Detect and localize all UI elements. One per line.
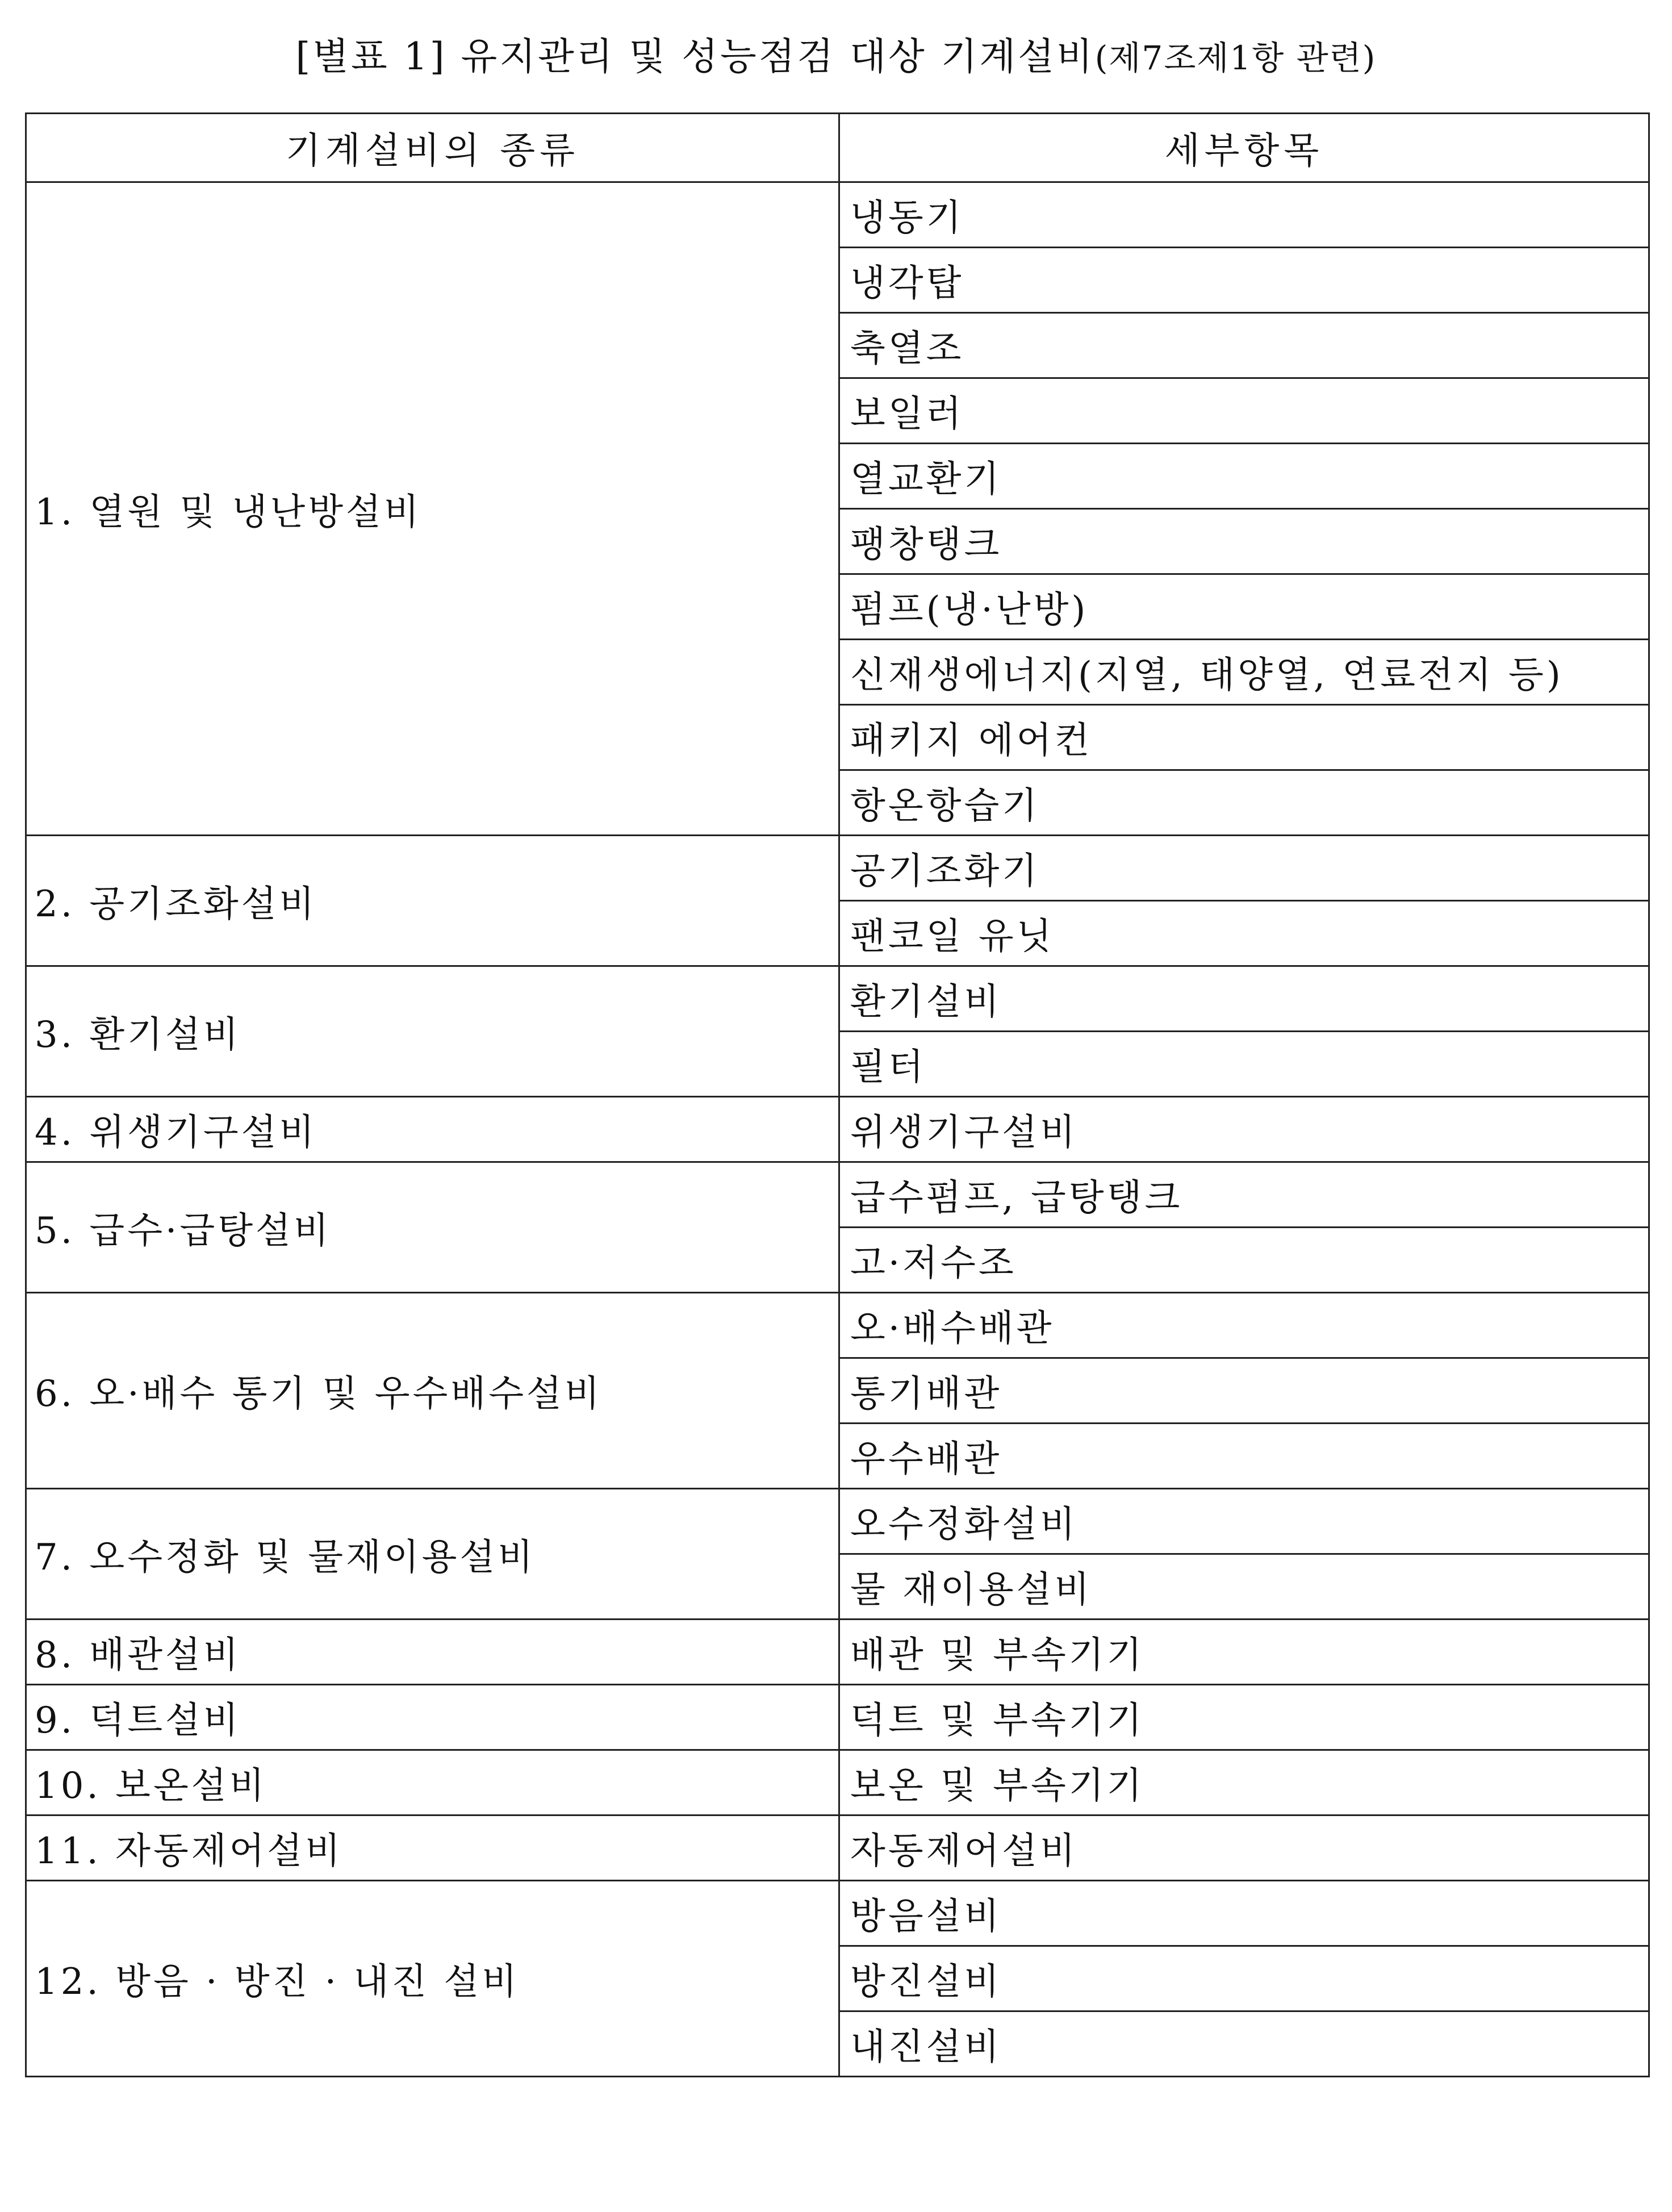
detail-item-cell: 팬코일 유닛	[839, 901, 1649, 966]
detail-item-cell: 급수펌프, 급탕탱크	[839, 1162, 1649, 1228]
detail-item-cell: 환기설비	[839, 966, 1649, 1032]
detail-item-cell: 공기조화기	[839, 836, 1649, 901]
detail-item-cell: 덕트 및 부속기기	[839, 1685, 1649, 1750]
table-row	[26, 1815, 1649, 1881]
equipment-kind-cell: 11. 자동제어설비	[26, 1815, 839, 1881]
table-row	[26, 182, 1649, 248]
detail-item-cell: 보온 및 부속기기	[839, 1750, 1649, 1815]
equipment-kind-cell: 7. 오수정화 및 물재이용설비	[26, 1489, 839, 1620]
detail-item-cell: 필터	[839, 1032, 1649, 1097]
detail-item-cell: 고·저수조	[839, 1228, 1649, 1293]
header-detail-items: 세부항목	[839, 114, 1649, 182]
table-row	[26, 1489, 1649, 1554]
detail-item-cell: 위생기구설비	[839, 1097, 1649, 1162]
equipment-kind-cell: 8. 배관설비	[26, 1620, 839, 1685]
table-row	[26, 1162, 1649, 1228]
equipment-kind-cell: 2. 공기조화설비	[26, 836, 839, 966]
detail-item-cell: 항온항습기	[839, 770, 1649, 836]
detail-item-cell: 보일러	[839, 378, 1649, 444]
detail-item-cell: 펌프(냉·난방)	[839, 574, 1649, 640]
detail-item-cell: 방음설비	[839, 1881, 1649, 1946]
table-row	[26, 1881, 1649, 1946]
detail-item-cell: 우수배관	[839, 1424, 1649, 1489]
table-row	[26, 1685, 1649, 1750]
table-row	[26, 1750, 1649, 1815]
equipment-kind-cell: 3. 환기설비	[26, 966, 839, 1097]
detail-item-cell: 오·배수배관	[839, 1293, 1649, 1358]
detail-item-cell: 방진설비	[839, 1946, 1649, 2011]
equipment-kind-cell: 1. 열원 및 냉난방설비	[26, 182, 839, 836]
detail-item-cell: 팽창탱크	[839, 509, 1649, 574]
table-header-row	[26, 114, 1649, 182]
detail-item-cell: 오수정화설비	[839, 1489, 1649, 1554]
detail-item-cell: 축열조	[839, 313, 1649, 378]
table-row	[26, 1620, 1649, 1685]
table-row	[26, 1293, 1649, 1358]
detail-item-cell: 신재생에너지(지열, 태양열, 연료전지 등)	[839, 640, 1649, 705]
equipment-kind-cell: 6. 오·배수 통기 및 우수배수설비	[26, 1293, 839, 1489]
detail-item-cell: 통기배관	[839, 1358, 1649, 1424]
detail-item-cell: 내진설비	[839, 2011, 1649, 2077]
equipment-kind-cell: 9. 덕트설비	[26, 1685, 839, 1750]
equipment-kind-cell: 12. 방음 · 방진 · 내진 설비	[26, 1881, 839, 2077]
title-main: [별표 1] 유지관리 및 성능점검 대상 기계설비	[295, 35, 1095, 78]
table-row	[26, 966, 1649, 1032]
table-row	[26, 1097, 1649, 1162]
detail-item-cell: 패키지 에어컨	[839, 705, 1649, 770]
table-row	[26, 836, 1649, 901]
detail-item-cell: 배관 및 부속기기	[839, 1620, 1649, 1685]
page-title	[0, 23, 1672, 92]
header-equipment-kind: 기계설비의 종류	[26, 114, 839, 182]
detail-item-cell: 열교환기	[839, 444, 1649, 509]
detail-item-cell: 냉동기	[839, 182, 1649, 248]
equipment-kind-cell: 10. 보온설비	[26, 1750, 839, 1815]
equipment-kind-cell: 4. 위생기구설비	[26, 1097, 839, 1162]
detail-item-cell: 자동제어설비	[839, 1815, 1649, 1881]
table-body	[26, 182, 1649, 2077]
equipment-table	[25, 112, 1650, 2077]
title-subtitle: (제7조제1항 관련)	[1094, 39, 1377, 77]
detail-item-cell: 물 재이용설비	[839, 1554, 1649, 1620]
equipment-kind-cell: 5. 급수·급탕설비	[26, 1162, 839, 1293]
detail-item-cell: 냉각탑	[839, 248, 1649, 313]
